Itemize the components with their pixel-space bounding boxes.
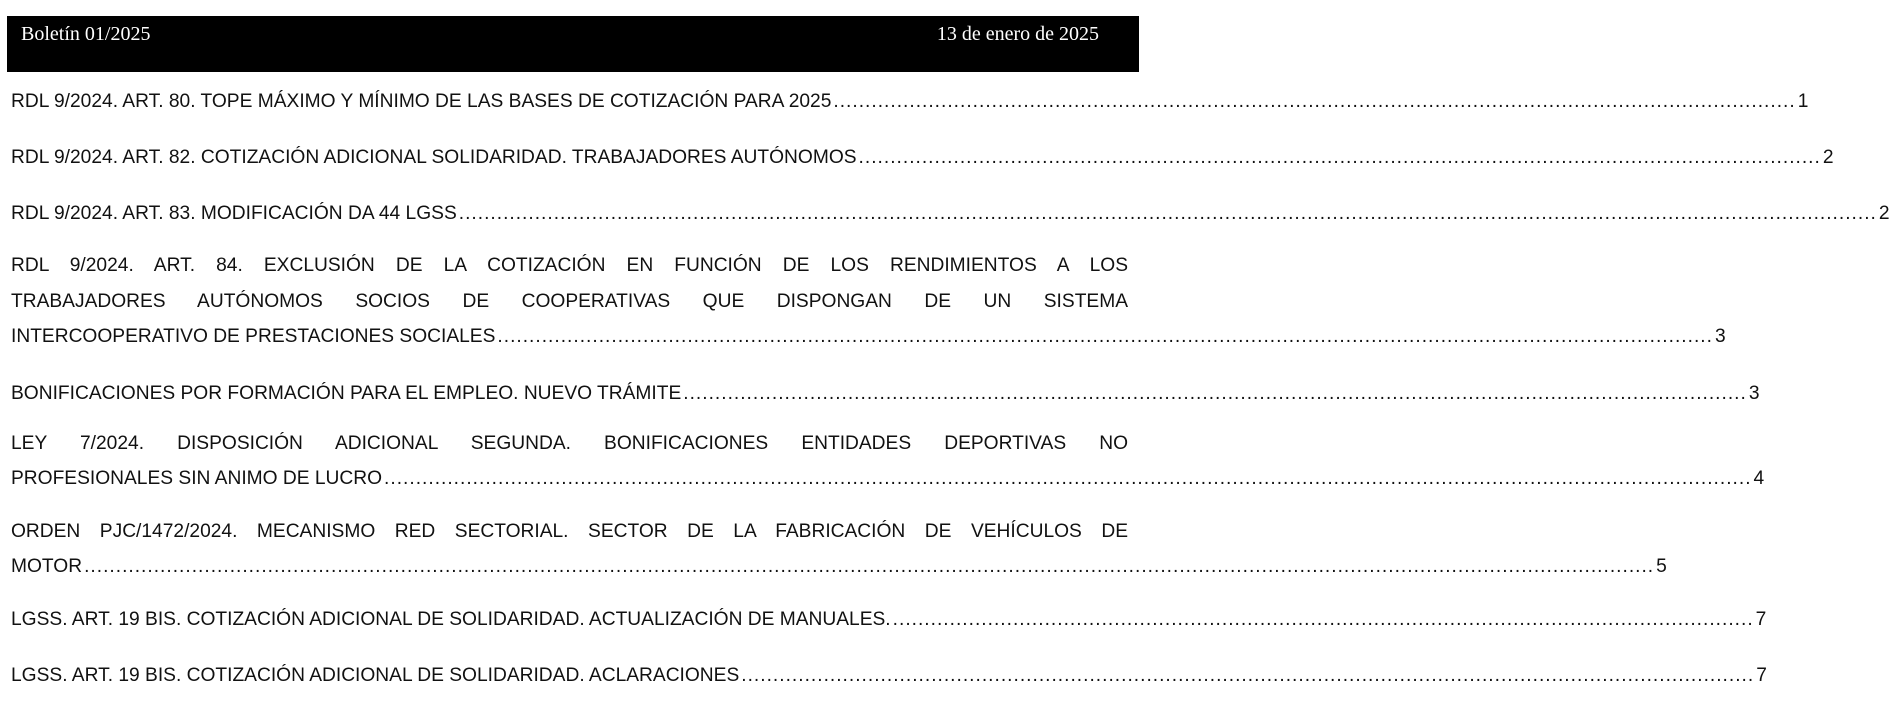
toc-entry-6[interactable] bbox=[11, 426, 1765, 495]
toc-entry-1[interactable] bbox=[11, 86, 1809, 117]
bulletin-number: Boletín 01/2025 bbox=[21, 23, 151, 45]
bulletin-header bbox=[7, 16, 1139, 72]
toc-entry-3[interactable] bbox=[11, 198, 1890, 229]
toc-entry-7[interactable] bbox=[11, 514, 1667, 583]
toc-page-number: 2 bbox=[1878, 203, 1890, 224]
toc-entry-9[interactable] bbox=[11, 660, 1767, 691]
toc-entry-title: RDL 9/2024. ART. 82. COTIZACIÓN ADICIONAL SOLIDARIDAD. TRABAJADORES AUTÓNOMOS bbox=[11, 147, 857, 168]
bulletin-date: 13 de enero de 2025 bbox=[936, 23, 1099, 45]
toc-entry-2[interactable] bbox=[11, 142, 1834, 173]
toc-entry-title-line: TRABAJADORES AUTÓNOMOS SOCIOS DE COOPERATIVAS QUE DISPONGAN DE UN SISTEMA bbox=[11, 291, 1128, 312]
toc-entry-title: LGSS. ART. 19 BIS. COTIZACIÓN ADICIONAL DE SOLIDARIDAD. ACLARACIONES bbox=[11, 665, 740, 686]
toc-entry-title-line: ORDEN PJC/1472/2024. MECANISMO RED SECTORIAL. SECTOR DE LA FABRICACIÓN DE VEHÍCULOS DE bbox=[11, 521, 1128, 542]
toc-entry-title: BONIFICACIONES POR FORMACIÓN PARA EL EMPLEO. NUEVO TRÁMITE bbox=[11, 383, 682, 404]
toc-page-number: 7 bbox=[1756, 665, 1767, 686]
toc-entry-title-line: INTERCOOPERATIVO DE PRESTACIONES SOCIALES bbox=[11, 326, 496, 347]
toc-leader-dots: ........................................................................................................................................................................................................................................................ bbox=[84, 556, 1655, 577]
toc-page-number: 5 bbox=[1656, 556, 1667, 577]
toc-entry-title-line: LEY 7/2024. DISPOSICIÓN ADICIONAL SEGUNDA. BONIFICACIONES ENTIDADES DEPORTIVAS NO bbox=[11, 433, 1128, 454]
toc-entry-5[interactable] bbox=[11, 378, 1760, 409]
toc-entry-title-line: MOTOR bbox=[11, 556, 83, 577]
toc-leader-dots: ........................................................................................................................................................ bbox=[858, 147, 1821, 168]
toc-leader-dots: ........................................................................................................................................................................ bbox=[683, 383, 1747, 404]
toc-entry-4[interactable] bbox=[11, 248, 1726, 353]
toc-leader-dots: ................................................................................................................................................................ bbox=[741, 665, 1755, 686]
toc-leader-dots: ................................................................................................................................................................................................ bbox=[497, 326, 1713, 347]
toc-page-number: 2 bbox=[1822, 147, 1834, 168]
toc-entry-title: RDL 9/2024. ART. 80. TOPE MÁXIMO Y MÍNIMO DE LAS BASES DE COTIZACIÓN PARA 2025 bbox=[11, 91, 832, 112]
toc-leader-dots: ........................................................................................................................................................................................................................ bbox=[384, 468, 1752, 489]
toc-page-number: 3 bbox=[1714, 326, 1726, 347]
toc-leader-dots: ........................................................................................................................................................ bbox=[833, 91, 1796, 112]
toc-entry-title: RDL 9/2024. ART. 83. MODIFICACIÓN DA 44 LGSS bbox=[11, 203, 457, 224]
toc-page-number: 1 bbox=[1797, 91, 1809, 112]
toc-entry-8[interactable] bbox=[11, 604, 1767, 635]
toc-page-number: 7 bbox=[1755, 609, 1767, 630]
toc-leader-dots: ................................................................................................................................................................................................................................ bbox=[458, 203, 1877, 224]
toc-entry-title: LGSS. ART. 19 BIS. COTIZACIÓN ADICIONAL DE SOLIDARIDAD. ACTUALIZACIÓN DE MANUALES. bbox=[11, 609, 891, 630]
toc-page-number: 3 bbox=[1748, 383, 1760, 404]
toc-page-number: 4 bbox=[1753, 468, 1765, 489]
toc-leader-dots: ........................................................................................................................................ bbox=[892, 609, 1754, 630]
toc-entry-title-line: PROFESIONALES SIN ANIMO DE LUCRO bbox=[11, 468, 383, 489]
toc-entry-title-line: RDL 9/2024. ART. 84. EXCLUSIÓN DE LA COTIZACIÓN EN FUNCIÓN DE LOS RENDIMIENTOS A LOS bbox=[11, 255, 1128, 276]
